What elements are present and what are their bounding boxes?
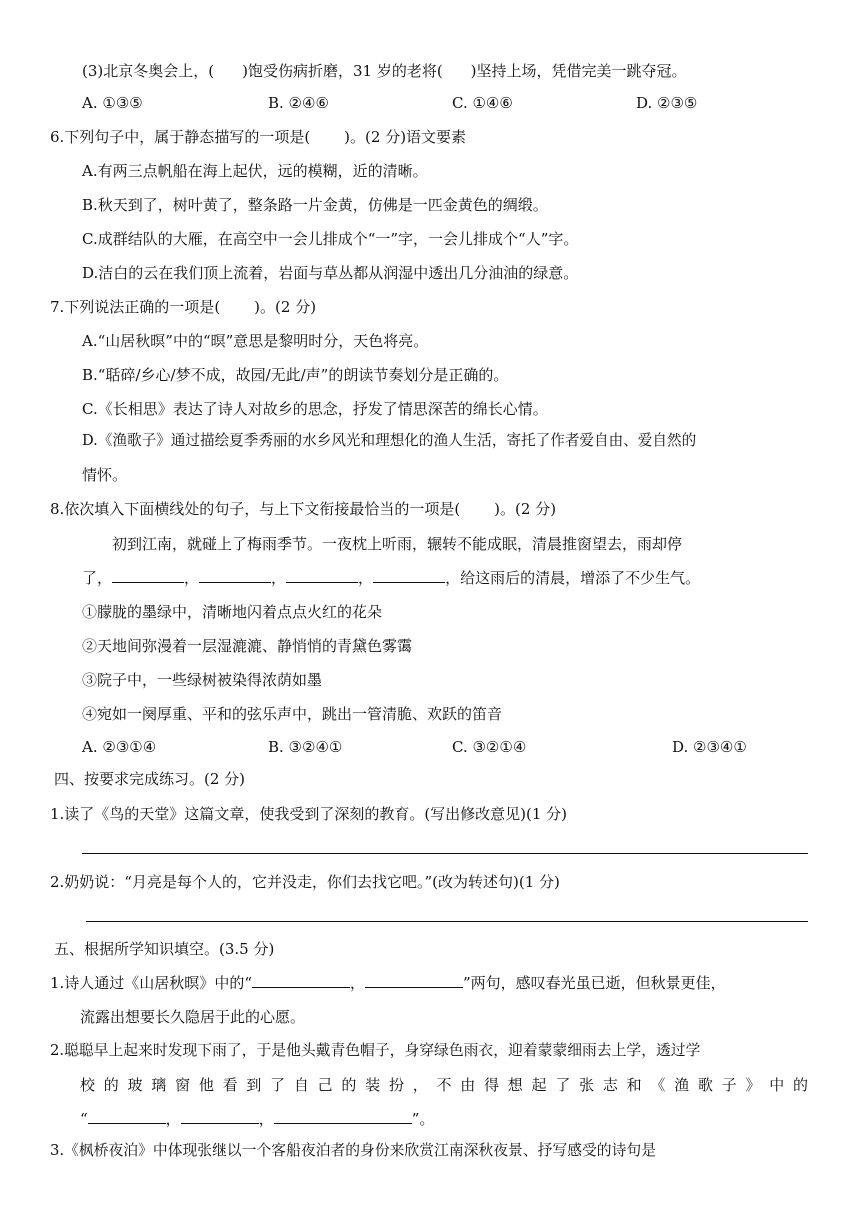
q2-char: 张 — [579, 1076, 595, 1094]
q7-stem — [50, 296, 316, 318]
q2-char: 到 — [246, 1076, 262, 1094]
fill-blank-5-2c[interactable] — [274, 1109, 412, 1124]
section-4-q2: 2.奶奶说：“月亮是每个人的，它并没走，你们去找它吧。”(改为转述句)(1 分) — [50, 873, 560, 891]
section-5-q2-sep: ， — [165, 1110, 181, 1128]
answer-line-4-2[interactable] — [86, 921, 808, 922]
answer-line-4-1[interactable] — [82, 853, 808, 854]
q2-char: 装 — [365, 1076, 381, 1094]
fill-blank-5-1a[interactable] — [252, 973, 350, 988]
q2-char: 子 — [721, 1076, 737, 1094]
section-5-q2-line2 — [80, 1074, 808, 1096]
q6-option-d: D.洁白的云在我们顶上流着，岩面与草丛都从润湿中透出几分油油的绿意。 — [82, 264, 579, 282]
q2-char: 不 — [436, 1076, 452, 1094]
q2-char: 想 — [507, 1076, 523, 1094]
q7-stem-pre: 7.下列说法正确的一项是( — [50, 298, 221, 316]
q8-sentence-3: ③院子中，一些绿树被染得浓荫如墨 — [82, 671, 323, 689]
q2-char: ， — [412, 1076, 428, 1094]
q8-sentence-2: ②天地间弥漫着一层湿漉漉、静悄悄的青黛色雾霭 — [82, 637, 413, 655]
q5-item-3-post: )坚持上场，凭借完美一跳夺冠。 — [470, 62, 687, 80]
q2-char: 窗 — [175, 1076, 191, 1094]
q2-char: 自 — [293, 1076, 309, 1094]
q2-char: 了 — [270, 1076, 286, 1094]
section-5-q2-line3 — [80, 1108, 434, 1130]
q8-stem — [50, 498, 556, 520]
q8-sep: ， — [358, 569, 374, 587]
q2-char: 玻 — [127, 1076, 143, 1094]
fill-blank-5-1b[interactable] — [365, 973, 463, 988]
q8-sentence-4: ④宛如一阕厚重、平和的弦乐声中，跳出一管清脆、欢跃的笛音 — [82, 705, 503, 723]
q8-sep: ， — [271, 569, 287, 587]
q5-option-b: B. ②④⑥ — [268, 94, 329, 112]
q2-char: 中 — [769, 1076, 785, 1094]
q8-sentence-1: ①朦胧的墨绿中，清晰地闪着点点火红的花朵 — [82, 603, 383, 621]
q6-stem-pre: 6.下列句子中，属于静态描写的一项是( — [50, 128, 311, 146]
section-5-q1-line2: 流露出想要长久隐居于此的心愿。 — [80, 1008, 306, 1026]
fill-blank-2[interactable] — [199, 568, 271, 583]
q5-option-c: C. ①④⑥ — [452, 94, 513, 112]
q5-item-3-mid: )饱受伤病折磨，31 岁的老将( — [242, 62, 443, 80]
q2-char: 渔 — [674, 1076, 690, 1094]
section-5-q1-line1 — [50, 972, 726, 994]
section-5-q3: 3.《枫桥夜泊》中体现张继以一个客船夜泊者的身份来欣赏江南深秋夜景、抒写感受的诗句是 — [50, 1142, 656, 1159]
q5-item-3-pre: (3)北京冬奥会上，( — [82, 62, 215, 80]
q2-char: 己 — [317, 1076, 333, 1094]
fill-blank-4[interactable] — [373, 568, 445, 583]
q6-option-b: B.秋天到了，树叶黄了，整条路一片金黄，仿佛是一匹金黄色的绸缎。 — [82, 196, 548, 214]
q8-sep: ， — [184, 569, 200, 587]
q8-passage-pre: 了， — [82, 569, 113, 587]
q2-char: 的 — [103, 1076, 119, 1094]
q6-option-c: C.成群结队的大雁，在高空中一会儿排成个“一”字，一会儿排成个“人”字。 — [82, 230, 579, 248]
q8-passage-post: ，给这雨后的清晨，增添了不少生气。 — [445, 569, 701, 587]
section-5-q2-open-quote: “ — [80, 1110, 88, 1128]
section-5-q2-line1: 2.聪聪早上起来时发现下雨了，于是他头戴青色帽子，身穿绿色雨衣，迎着蒙蒙细雨去上学，透过学 — [50, 1042, 701, 1059]
section-4-q1: 1.读了《鸟的天堂》这篇文章，使我受到了深刻的教育。(写出修改意见)(1 分) — [50, 805, 568, 823]
q6-stem — [50, 126, 466, 148]
q2-char: 得 — [484, 1076, 500, 1094]
q2-char: 扮 — [388, 1076, 404, 1094]
q2-char: 《 — [650, 1076, 666, 1094]
q7-option-b: B.“聒碎/乡心/梦不成，故园/无此/声”的朗读节奏划分是正确的。 — [82, 366, 509, 384]
section-5-q2-close-quote: ”。 — [411, 1110, 435, 1128]
q2-char: 志 — [602, 1076, 618, 1094]
q2-char: 校 — [80, 1076, 96, 1094]
q5-item-3 — [82, 60, 687, 82]
q7-option-a: A.“山居秋暝”中的“暝”意思是黎明时分，天色将亮。 — [82, 332, 429, 350]
fill-blank-5-2b[interactable] — [181, 1109, 259, 1124]
q2-char: 歌 — [697, 1076, 713, 1094]
q8-option-b: B. ③②④① — [268, 738, 343, 756]
q2-char: 看 — [222, 1076, 238, 1094]
q2-char: 了 — [555, 1076, 571, 1094]
q7-option-c: C.《长相思》表达了诗人对故乡的思念，抒发了情思深苦的绵长心情。 — [82, 400, 548, 418]
q2-char: 的 — [341, 1076, 357, 1094]
q2-char: 》 — [745, 1076, 761, 1094]
q8-passage-line1: 初到江南，就碰上了梅雨季节。一夜枕上听雨，辗转不能成眠，清晨推窗望去，雨却停 — [112, 535, 683, 553]
q6-stem-post: )。(2 分)语文要素 — [344, 128, 467, 146]
q2-char: 起 — [531, 1076, 547, 1094]
q7-stem-post: )。(2 分) — [254, 298, 317, 316]
q5-option-a: A. ①③⑤ — [82, 94, 143, 112]
fill-blank-1[interactable] — [112, 568, 184, 583]
section-5-q2-sep: ， — [258, 1110, 274, 1128]
section-5-q1-sep: ， — [349, 974, 365, 992]
q2-char: 他 — [198, 1076, 214, 1094]
q2-char: 和 — [626, 1076, 642, 1094]
q8-options — [0, 736, 860, 758]
q8-option-c: C. ③②①④ — [452, 738, 527, 756]
q8-stem-pre: 8.依次填入下面横线处的句子，与上下文衔接最恰当的一项是( — [50, 500, 461, 518]
q7-option-d-line1: D.《渔歌子》通过描绘夏季秀丽的水乡风光和理想化的渔人生活，寄托了作者爱自由、爱自然的 — [82, 432, 697, 449]
section-5-q1-pre: 1.诗人通过《山居秋暝》中的“ — [50, 974, 252, 992]
q8-passage-line2 — [82, 567, 700, 589]
fill-blank-3[interactable] — [286, 568, 358, 583]
q6-option-a: A.有两三点帆船在海上起伏，远的模糊，近的清晰。 — [82, 162, 428, 180]
section-5-q1-post: ”两句，感叹春光虽已逝，但秋景更佳， — [463, 974, 726, 992]
section-4-title: 四、按要求完成练习。(2 分) — [54, 770, 246, 788]
q5-options — [0, 92, 860, 114]
q2-char: 的 — [792, 1076, 808, 1094]
section-5-title: 五、根据所学知识填空。(3.5 分) — [54, 940, 275, 958]
q2-char: 由 — [460, 1076, 476, 1094]
q5-option-d: D. ②③⑤ — [636, 94, 698, 112]
q8-stem-post: )。(2 分) — [494, 500, 557, 518]
q8-option-a: A. ②③①④ — [82, 738, 157, 756]
fill-blank-5-2a[interactable] — [88, 1109, 166, 1124]
q2-char: 璃 — [151, 1076, 167, 1094]
q8-option-d: D. ②③④① — [672, 738, 747, 756]
q7-option-d-line2: 情怀。 — [82, 466, 128, 484]
